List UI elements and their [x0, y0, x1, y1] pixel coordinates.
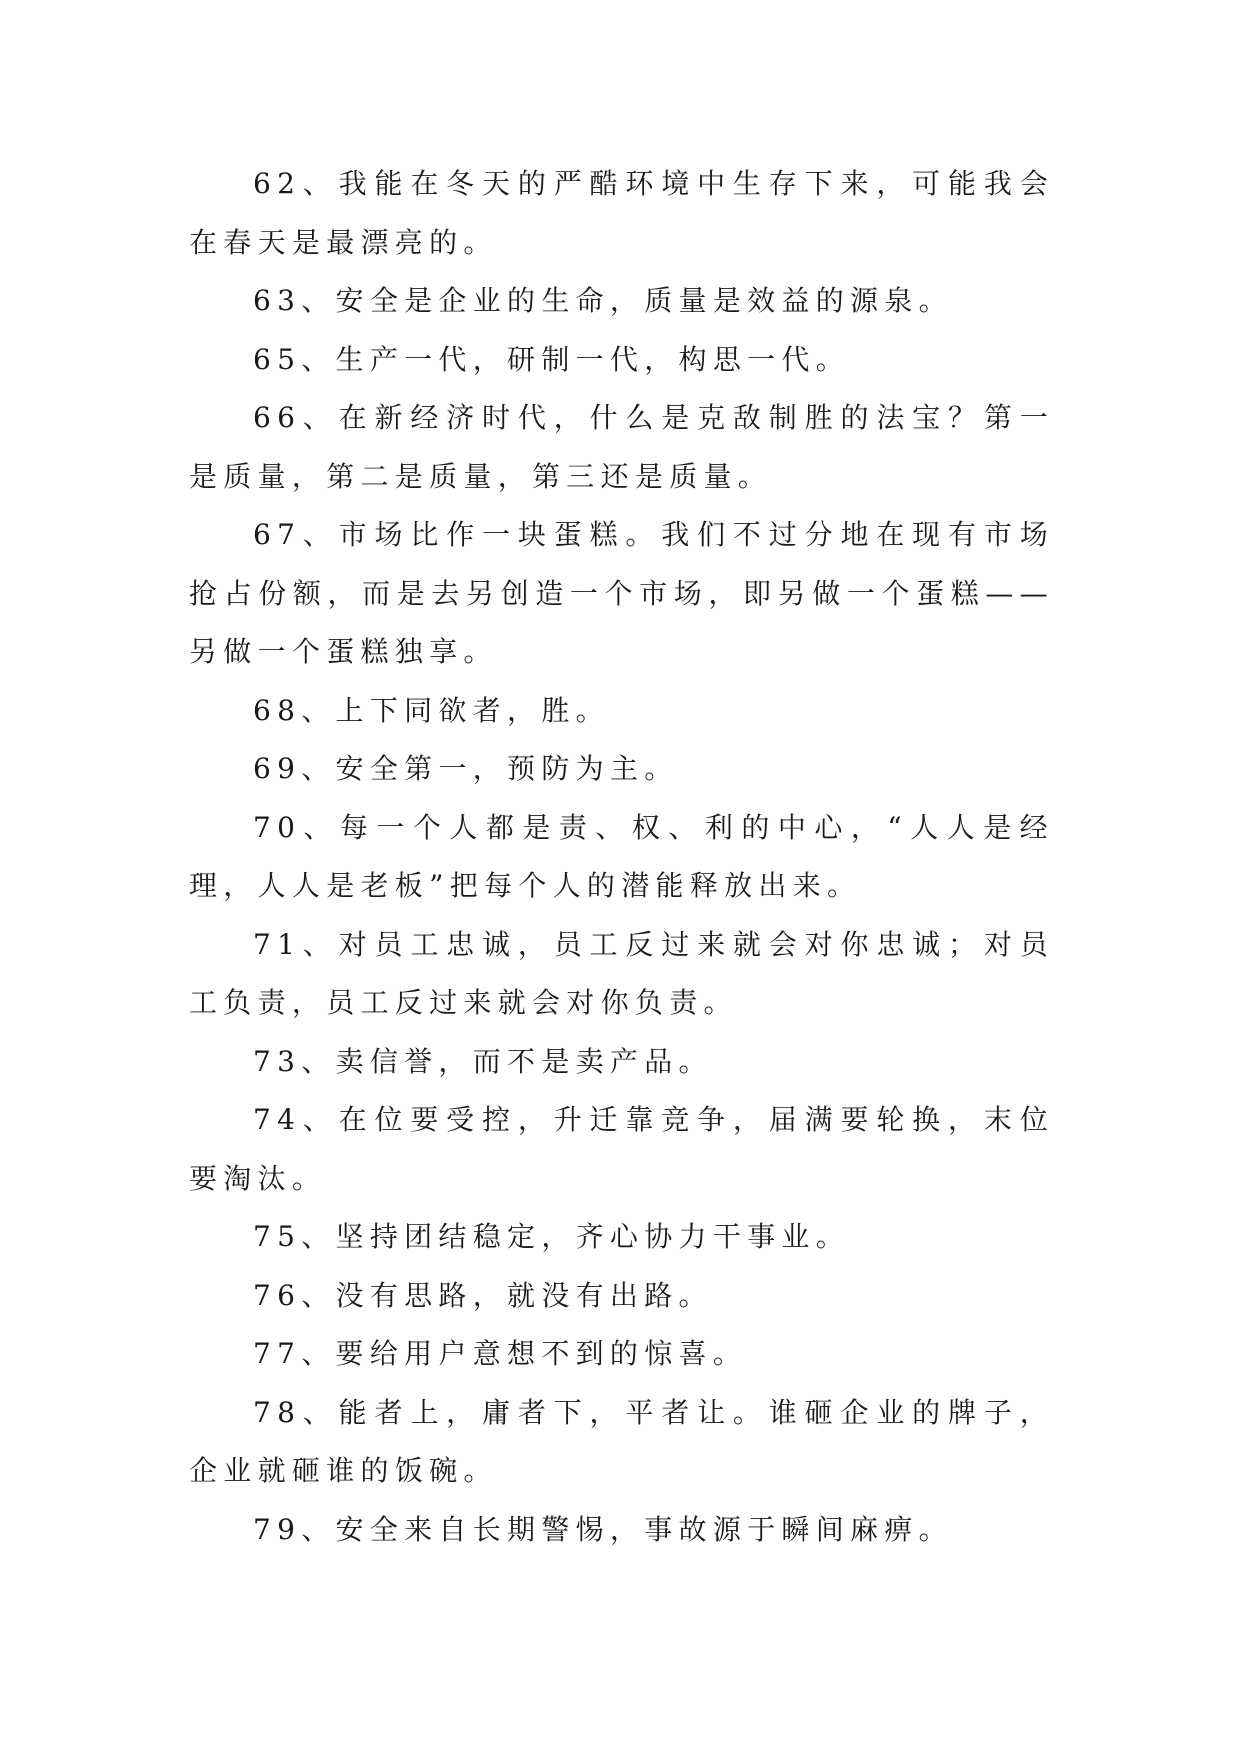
- paragraph-77: 77、要给用户意想不到的惊喜。: [253, 1337, 748, 1370]
- paragraph-65: 65、生产一代，研制一代，构思一代。: [253, 342, 851, 376]
- paragraph-74: 74、在位要受控，升迁靠竞争，届满要轮换，末位要淘汰。: [189, 1103, 1054, 1195]
- paragraph-76: 76、没有思路，就没有出路。: [253, 1278, 713, 1312]
- paragraph-63: 63、安全是企业的生命，质量是效益的源泉。: [253, 284, 953, 317]
- paragraph-70: 70、每一个人都是责、权、利的中心，“人人是经理，人人是老板”把每个人的潜能释放出来。: [189, 810, 1054, 902]
- paragraph-73: 73、卖信誉，而不是卖产品。: [253, 1044, 713, 1078]
- paragraph-75: 75、坚持团结稳定，齐心协力干事业。: [253, 1220, 851, 1253]
- paragraph-67: 67、市场比作一块蛋糕。我们不过分地在现有市场抢占份额，而是去另创造一个市场，即另做一个蛋糕——另做一个蛋糕独享。: [189, 518, 1054, 668]
- paragraph-68: 68、上下同欲者，胜。: [253, 693, 610, 727]
- document-body: [189, 155, 1054, 1559]
- paragraph-66: 66、在新经济时代，什么是克敌制胜的法宝？第一是质量，第二是质量，第三还是质量。: [189, 401, 1054, 493]
- paragraph-78: 78、能者上，庸者下，平者让。谁砸企业的牌子，企业就砸谁的饭碗。: [189, 1395, 1054, 1487]
- paragraph-71: 71、对员工忠诚，员工反过来就会对你忠诚；对员工负责，员工反过来就会对你负责。: [189, 927, 1054, 1019]
- paragraph-62: 62、我能在冬天的严酷环境中生存下来，可能我会在春天是最漂亮的。: [189, 167, 1054, 259]
- paragraph-69: 69、安全第一，预防为主。: [253, 752, 679, 785]
- paragraph-79: 79、安全来自长期警惕，事故源于瞬间麻痹。: [253, 1512, 953, 1546]
